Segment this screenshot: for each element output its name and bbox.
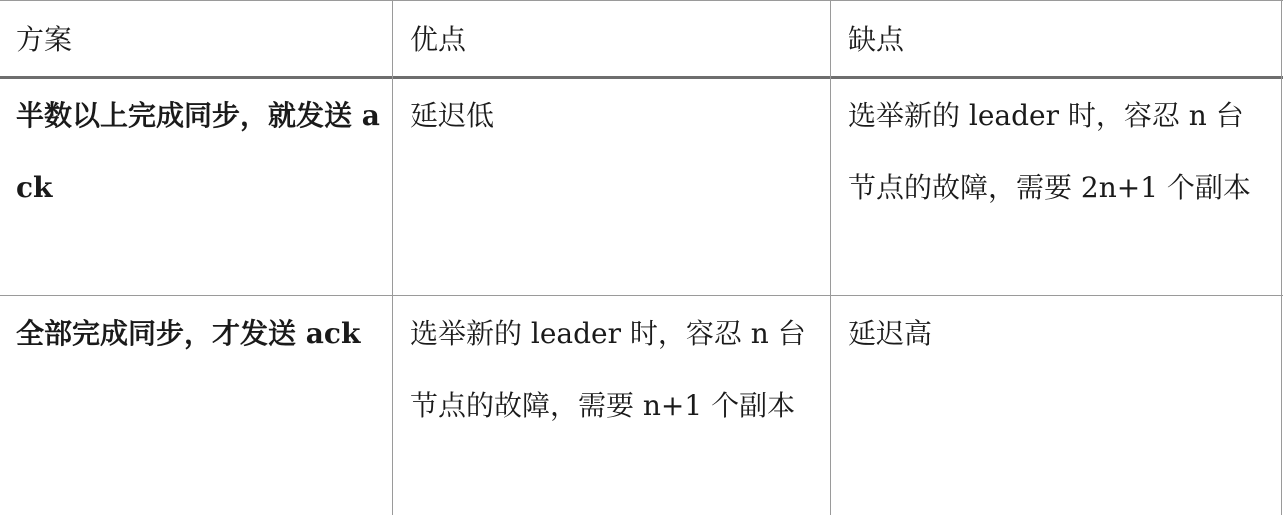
- row-divider: [0, 295, 1283, 296]
- table-row-2-scheme: 全部完成同步，才发送 ack: [16, 317, 361, 350]
- header-cell-cons: 缺点: [848, 23, 905, 56]
- table-right-border: [1281, 0, 1282, 515]
- header-cell-scheme: 方案: [16, 23, 73, 56]
- table-row-1-cons: 选举新的 leader 时，容忍 n 台节点的故障，需要 2n+1 个副本: [848, 99, 1251, 204]
- table-row-1-pros: 延迟低: [410, 99, 495, 132]
- table-row-2-cons: 延迟高: [848, 317, 933, 350]
- table-row-1-scheme: 半数以上完成同步，就发送 ack: [16, 99, 380, 204]
- column-divider-1: [392, 0, 393, 515]
- header-cell-pros: 优点: [410, 23, 467, 56]
- table-row-2-pros: 选举新的 leader 时，容忍 n 台节点的故障，需要 n+1 个副本: [410, 317, 806, 422]
- column-divider-2: [830, 0, 831, 515]
